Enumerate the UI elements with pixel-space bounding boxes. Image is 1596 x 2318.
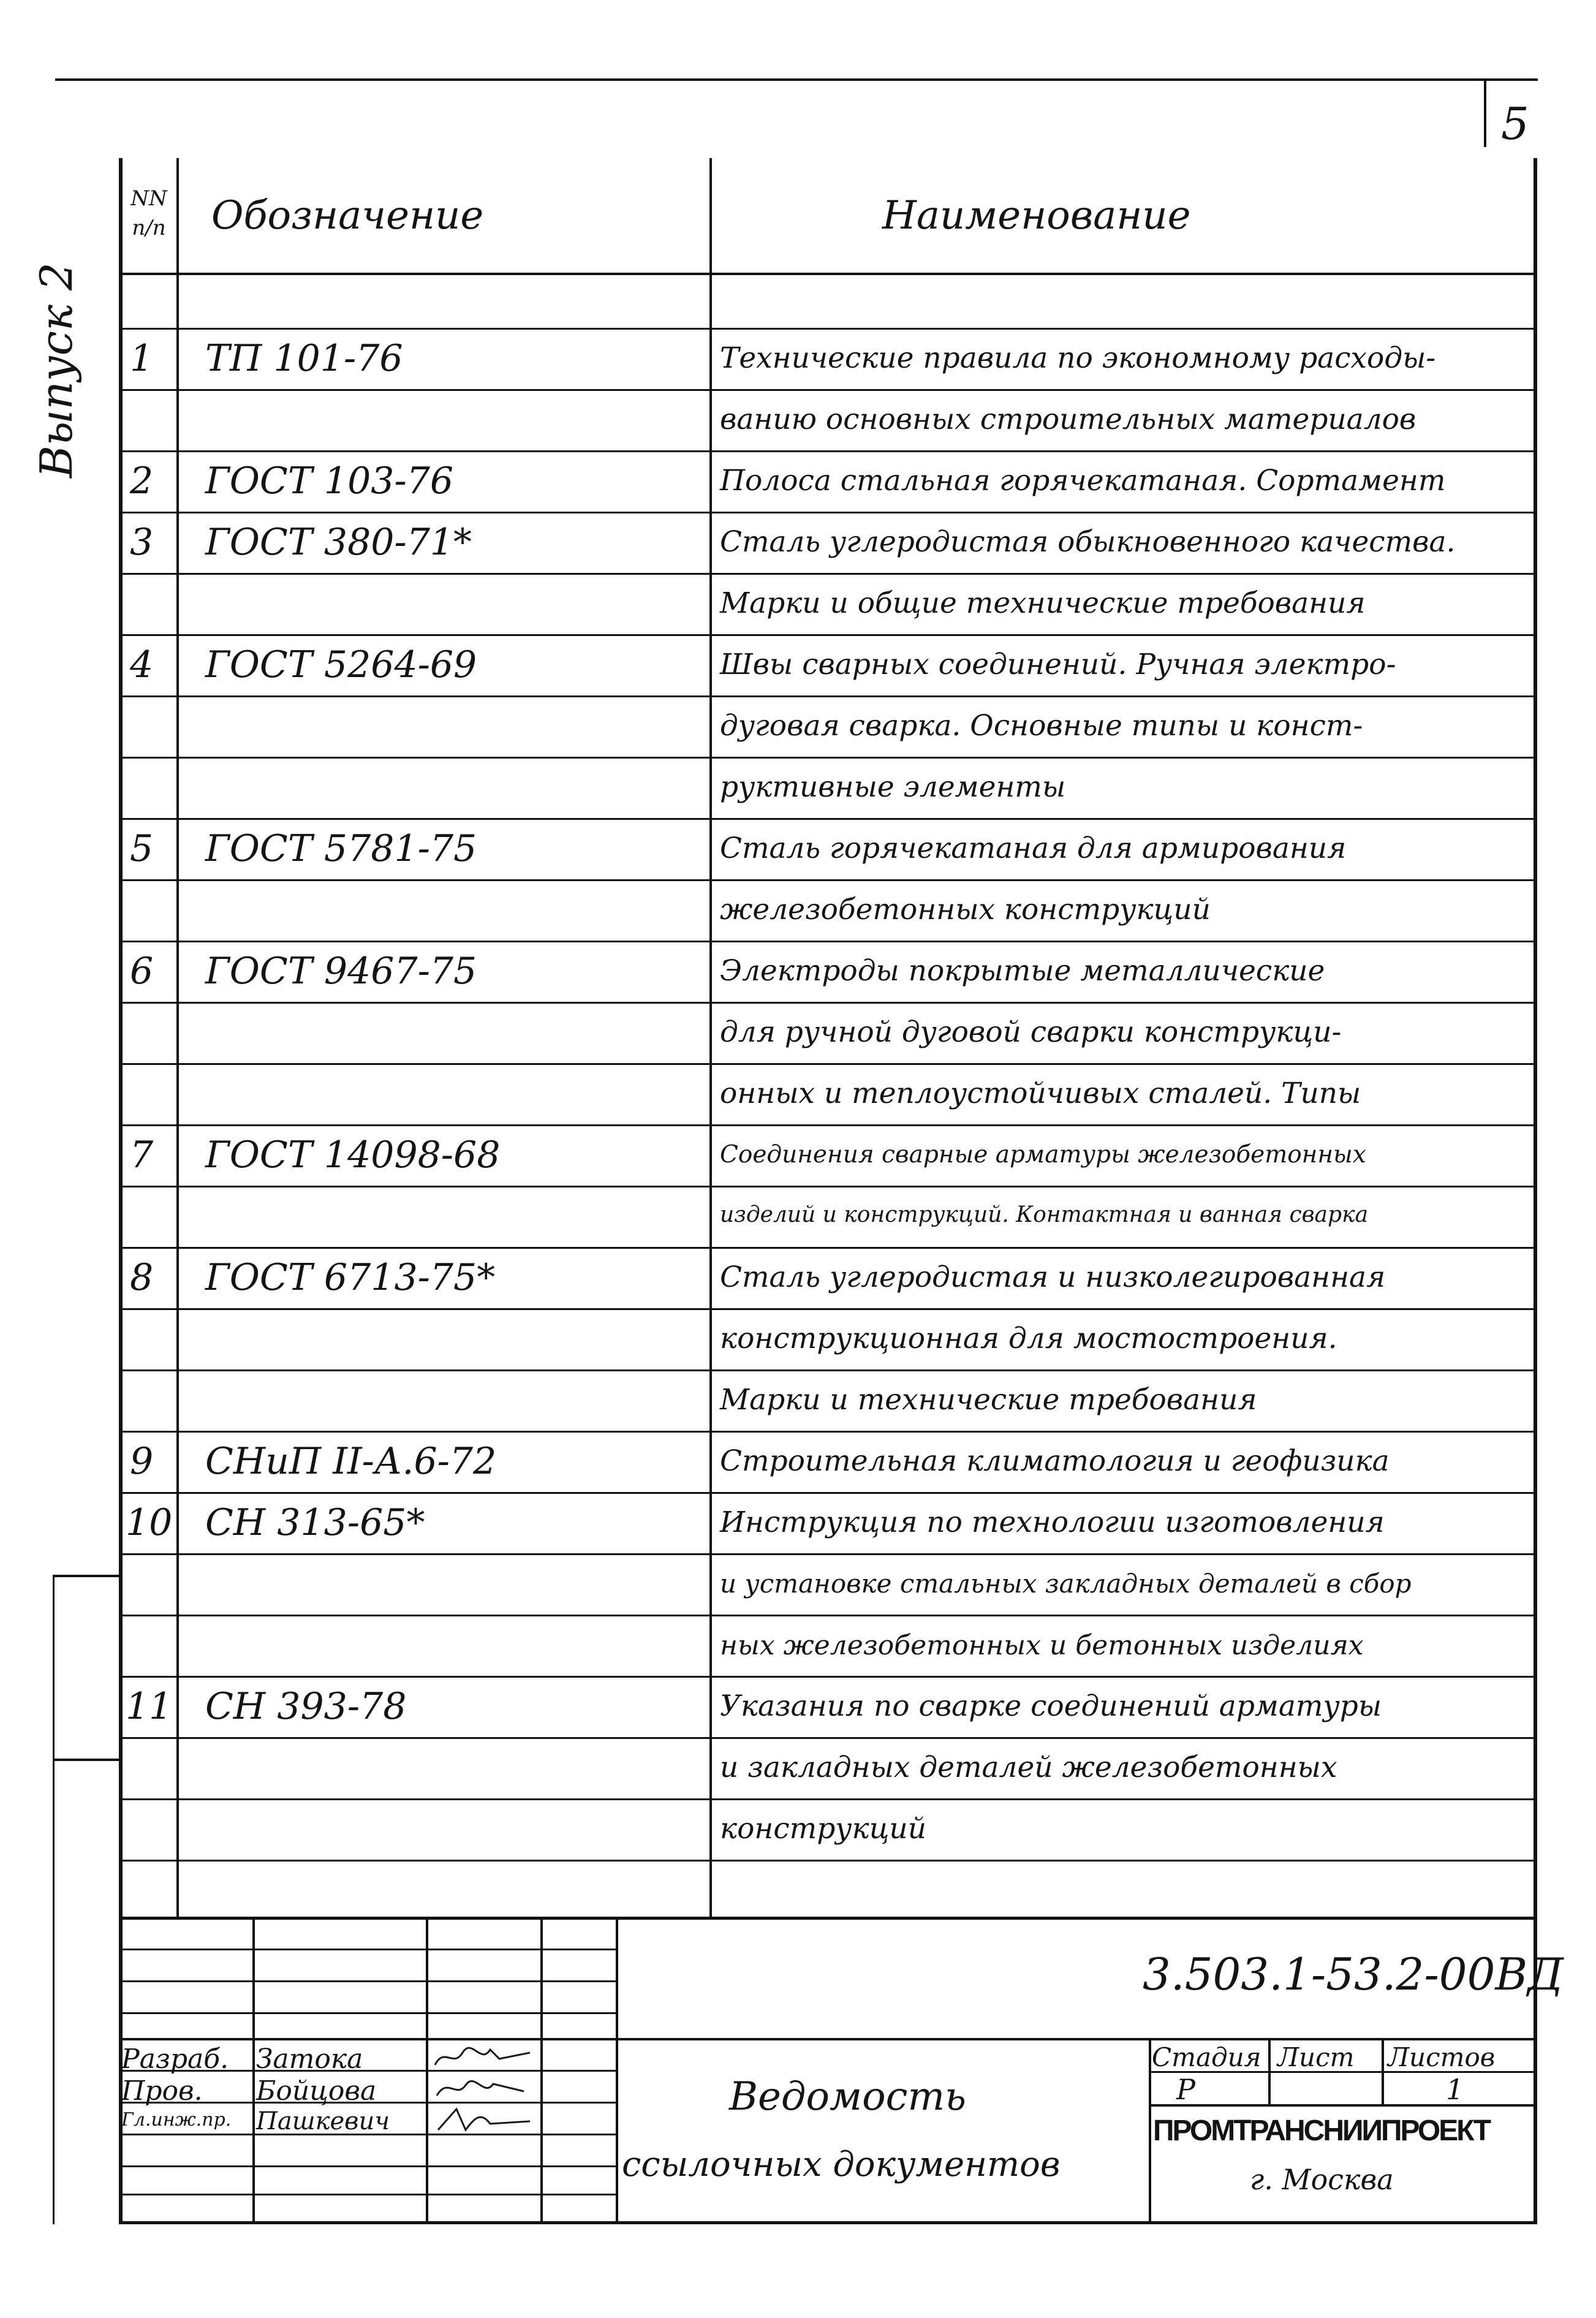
col-divider-1 — [176, 158, 179, 1917]
row-name: Швы сварных соединений. Ручная электро- — [720, 648, 1396, 681]
row-designation: ГОСТ 103-76 — [205, 460, 454, 502]
row-number: 10 — [126, 1501, 173, 1544]
row-number: 5 — [130, 827, 154, 870]
table-right-border — [1534, 158, 1537, 1917]
sheet-header: Лист — [1277, 2042, 1355, 2072]
organization-city: г. Москва — [1250, 2163, 1394, 2196]
vertical-issue-label: Выпуск 2 — [31, 262, 82, 478]
row-name: ванию основных строительных материалов — [720, 403, 1416, 436]
row-name: онных и теплоустойчивых сталей. Типы — [720, 1077, 1361, 1110]
table-left-border — [119, 158, 123, 1917]
binding-mark-bottom — [53, 1759, 120, 1761]
header-name: Наименование — [882, 193, 1191, 238]
top-rule — [55, 78, 1538, 81]
row-number: 9 — [130, 1440, 154, 1483]
signature-chief-engineer — [432, 2105, 536, 2135]
person-chief-engineer: Пашкевич — [256, 2107, 390, 2135]
role-developer: Разраб. — [121, 2043, 229, 2075]
row-name: Электроды покрытые металлические — [720, 954, 1325, 988]
row-name: Указания по сварке соединений арматуры — [720, 1689, 1382, 1723]
person-checker: Бойцова — [256, 2075, 377, 2107]
page-number-box-left — [1484, 80, 1486, 147]
row-name: изделий и конструкций. Контактная и ванная сварка — [720, 1202, 1369, 1227]
row-designation: СНиП II-А.6-72 — [205, 1440, 497, 1483]
row-designation: ТП 101-76 — [205, 337, 403, 380]
sheets-value: 1 — [1446, 2073, 1464, 2106]
person-developer: Затока — [256, 2043, 363, 2075]
row-designation: СН 313-65* — [205, 1501, 425, 1544]
document-title-line2: ссылочных документов — [622, 2145, 1061, 2184]
row-name: руктивные элементы — [720, 770, 1066, 804]
row-name: Марки и технические требования — [720, 1383, 1257, 1417]
row-name: и закладных деталей железобетонных — [720, 1751, 1337, 1784]
role-chief-engineer: Гл.инж.пр. — [121, 2109, 232, 2131]
row-number: 8 — [130, 1256, 154, 1299]
row-number: 6 — [130, 950, 154, 993]
row-name: Марки и общие технические требования — [720, 586, 1366, 620]
row-name: ных железобетонных и бетонных изделиях — [720, 1630, 1364, 1661]
row-name: Сталь горячекатаная для армирования — [720, 831, 1347, 865]
stage-value: Р — [1176, 2073, 1195, 2106]
document-title-line1: Ведомость — [729, 2074, 966, 2119]
signature-checker — [432, 2074, 536, 2104]
header-bottom-rule — [119, 273, 1537, 275]
row-designation: ГОСТ 5781-75 — [205, 827, 477, 870]
stage-header: Стадия — [1152, 2042, 1261, 2072]
row-name: Инструкция по технологии изготовления — [720, 1506, 1385, 1539]
row-name: Сталь углеродистая обыкновенного качества. — [720, 525, 1456, 559]
header-designation: Обозначение — [211, 193, 484, 238]
row-designation: ГОСТ 380-71* — [205, 521, 472, 564]
binding-edge — [53, 1575, 55, 2224]
organization-name: ПРОМТРАНСНИИПРОЕКТ — [1153, 2115, 1490, 2147]
binding-mark-top — [53, 1575, 120, 1577]
row-name: конструкций — [720, 1812, 926, 1846]
role-checker: Пров. — [121, 2075, 203, 2107]
row-name: железобетонных конструкций — [720, 893, 1211, 926]
row-number: 1 — [130, 337, 154, 380]
row-number: 2 — [130, 460, 154, 502]
sheets-header: Листов — [1388, 2042, 1496, 2072]
row-number: 11 — [126, 1685, 173, 1728]
row-name: Полоса стальная горячекатаная. Сортамент — [720, 464, 1446, 498]
row-name: Строительная климатология и геофизика — [720, 1444, 1390, 1478]
row-number: 4 — [130, 643, 154, 686]
document-code: 3.503.1-53.2-00ВД — [1143, 1949, 1564, 2000]
row-name: Сталь углеродистая и низколегированная — [720, 1260, 1386, 1294]
signature-developer — [432, 2040, 536, 2071]
row-designation: СН 393-78 — [205, 1685, 407, 1728]
row-designation: ГОСТ 6713-75* — [205, 1256, 496, 1299]
row-name: для ручной дуговой сварки конструкци- — [720, 1015, 1342, 1049]
page-number: 5 — [1501, 98, 1529, 150]
title-block-bottom — [119, 2221, 1537, 2224]
row-name: конструкционная для мостостроения. — [720, 1322, 1337, 1355]
row-name: Соединения сварные арматуры железобетонных — [720, 1141, 1366, 1168]
row-name: и установке стальных закладных деталей в сбор — [720, 1569, 1412, 1599]
row-designation: ГОСТ 9467-75 — [205, 950, 477, 993]
row-designation: ГОСТ 14098-68 — [205, 1134, 501, 1176]
row-designation: ГОСТ 5264-69 — [205, 643, 477, 686]
title-block-top — [119, 1917, 1537, 1920]
row-name: Технические правила по экономному расходы- — [720, 341, 1436, 375]
header-num-line: NN п/п — [130, 186, 167, 240]
row-name: дуговая сварка. Основные типы и конст- — [720, 709, 1363, 743]
row-number: 7 — [130, 1134, 154, 1176]
row-number: 3 — [130, 521, 154, 564]
col-divider-2 — [709, 158, 712, 1917]
